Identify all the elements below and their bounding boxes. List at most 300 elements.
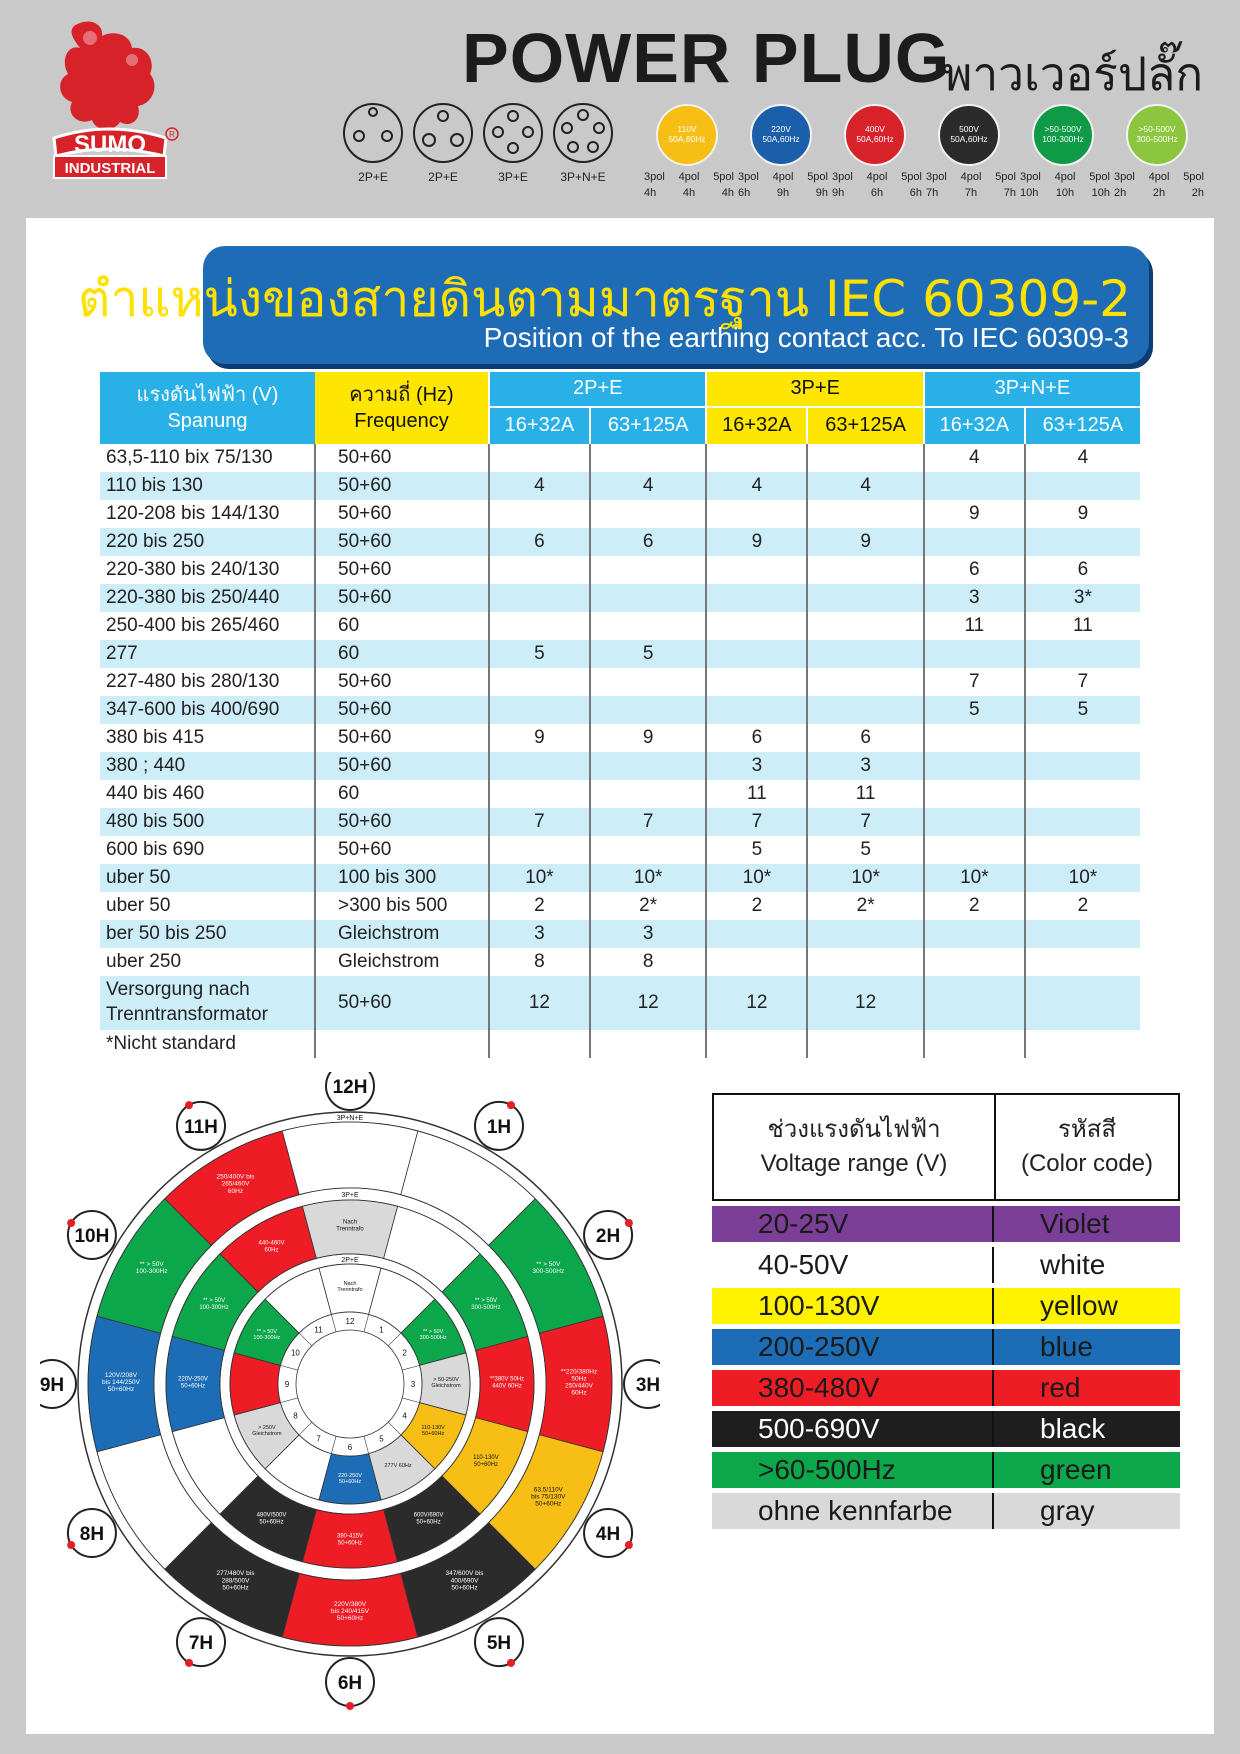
clock-position-cell (489, 780, 590, 808)
color-code-row (712, 1370, 1180, 1406)
table-row (100, 556, 1140, 584)
clock-position-cell: 12 (590, 976, 707, 1030)
socket-icon (552, 102, 614, 164)
clock-position-cell (489, 584, 590, 612)
frequency-cell: 50+60 (315, 528, 489, 556)
hour-marker (67, 1509, 116, 1557)
clock-segment-label: 277V 60Hz (384, 1463, 412, 1470)
voltage-cell: 380 bis 415 (106, 727, 205, 748)
clock-position-cell (924, 920, 1025, 948)
voltage-cell: 220-380 bis 240/130 (106, 559, 280, 580)
voltage-circle-50-500v-low: >50-500V 100-300Hz (1032, 104, 1094, 166)
clock-position-cell: 11 (924, 612, 1025, 640)
footnote: *Nicht standard (106, 1033, 236, 1054)
clock-segment-label: ** > 50V 100-300Hz (135, 1260, 168, 1276)
clock-inner-number: 3 (410, 1380, 416, 1389)
frequency-cell: 50+60 (315, 752, 489, 780)
clock-inner-number: 1 (379, 1325, 384, 1335)
clock-inner-number: 11 (314, 1325, 323, 1335)
clock-position-cell (706, 500, 807, 528)
header-sub: 63+125A (590, 407, 707, 444)
table-row (100, 472, 1140, 500)
table-row (100, 752, 1140, 780)
clock-position-cell (807, 920, 924, 948)
voltage-circle-220v: 220V 50A,60Hz (750, 104, 812, 166)
table-row (100, 500, 1140, 528)
frequency-cell: 50+60 (315, 668, 489, 696)
clock-position-cell: 7 (706, 808, 807, 836)
clock-position-cell (807, 640, 924, 668)
header-group-3pe: 3P+E (706, 372, 923, 407)
clock-position-cell (807, 584, 924, 612)
clock-position-cell: 2 (489, 892, 590, 920)
clock-position-cell (706, 444, 807, 472)
clock-segment-label: 220V-250V 50+60Hz (178, 1376, 208, 1390)
svg-text:INDUSTRIAL: INDUSTRIAL (64, 160, 156, 177)
clock-position-cell (807, 668, 924, 696)
clock-position-cell: 10* (1025, 864, 1140, 892)
frequency-cell: 50+60 (315, 472, 489, 500)
clock-position-cell: 3 (924, 584, 1025, 612)
earth-dot-icon (625, 1219, 633, 1227)
voltage-cell: 480 bis 500 (100, 808, 315, 836)
socket-3pne: 3P+N+E (552, 102, 614, 184)
clock-position-cell: 10* (924, 864, 1025, 892)
clock-position-cell (489, 444, 590, 472)
clock-position-cell (807, 444, 924, 472)
svg-text:R: R (169, 130, 175, 139)
clock-position-cell: 2 (924, 892, 1025, 920)
color-name: gray (1040, 1495, 1095, 1526)
hour-label: 6H (337, 1673, 363, 1694)
voltage-cell: 227-480 bis 280/130 (106, 671, 280, 692)
color-code-header (712, 1093, 1180, 1201)
clock-position-cell: 6 (1025, 556, 1140, 584)
clock-position-cell (590, 556, 707, 584)
clock-position-cell (807, 948, 924, 976)
clock-ring-label: 3P+N+E (336, 1115, 364, 1122)
color-name: blue (1040, 1331, 1093, 1362)
clock-position-cell (590, 612, 707, 640)
earth-dot-icon (67, 1541, 75, 1549)
voltage-cell: 380 ; 440 (100, 752, 315, 780)
earth-dot-icon (185, 1101, 193, 1109)
clock-inner-number: 4 (402, 1411, 407, 1421)
clock-position-cell: 12 (807, 976, 924, 1030)
clock-position-cell (1025, 836, 1140, 864)
color-code-heading: (Color code) (1020, 1150, 1154, 1177)
color-name: green (1040, 1454, 1112, 1485)
clock-position-cell: 10* (489, 864, 590, 892)
clock-segment-label: **380V 50Hz 440V 60Hz (489, 1376, 525, 1390)
clock-position-cell (489, 696, 590, 724)
clock-position-cell: 11 (706, 780, 807, 808)
clock-segment-label: 600V/690V 50+60Hz (413, 1512, 444, 1526)
clock-position-cell (590, 584, 707, 612)
voltage-range: >60-500Hz (712, 1452, 994, 1488)
clock-position-cell (924, 528, 1025, 556)
color-code-row (712, 1288, 1180, 1324)
clock-position-cell: 4 (924, 444, 1025, 472)
socket-2pe-a: 2P+E (342, 102, 404, 184)
clock-segment-label: 120V/208V bis 144/250V 50+60Hz (102, 1371, 140, 1394)
clock-segment-label: ** > 50V 300-500Hz (471, 1298, 501, 1311)
table-row (100, 612, 1140, 640)
socket-icon (412, 102, 474, 164)
clock-position-diagram (40, 1072, 660, 1712)
clock-position-cell (590, 668, 707, 696)
voltage-cell: 600 bis 690 (106, 839, 205, 860)
page-title: POWER PLUG (462, 19, 951, 97)
frequency-cell: 50+60 (315, 444, 489, 472)
hour-label: 1H (486, 1116, 512, 1138)
voltage-cell: 347-600 bis 400/690 (100, 696, 315, 724)
clock-position-cell (924, 836, 1025, 864)
clock-segment-label: > 250V Gleichstrom (252, 1424, 282, 1438)
clock-position-cell: 9 (706, 528, 807, 556)
clock-position-cell: 3* (1025, 584, 1140, 612)
hour-label: 11H (184, 1116, 218, 1138)
clock-position-cell (590, 444, 707, 472)
socket-3pe: 3P+E (482, 102, 544, 184)
voltage-range: 20-25V (712, 1206, 994, 1242)
banner-title-thai: ตำแหน่งของสายดินตามมาตรฐาน IEC 60309-2 (77, 270, 1131, 328)
table-body (100, 444, 1140, 1058)
clock-position-cell: 7 (1025, 668, 1140, 696)
clock-segment-label: ** > 50V 100-300Hz (199, 1298, 229, 1311)
earth-dot-icon (346, 1702, 354, 1710)
color-name: white (1040, 1249, 1106, 1280)
frequency-cell: 100 bis 300 (315, 864, 489, 892)
voltage-cell: 63,5-110 bix 75/130 (106, 447, 273, 468)
clock-position-cell (1025, 920, 1140, 948)
hour-label: 3H (635, 1375, 660, 1396)
clock-position-cell: 2* (590, 892, 707, 920)
color-code-row (712, 1452, 1180, 1488)
table-row (100, 892, 1140, 920)
clock-inner-number: 8 (293, 1411, 298, 1421)
clock-position-cell: 10* (706, 864, 807, 892)
color-code-row (712, 1247, 1180, 1283)
clock-position-cell: 3 (590, 920, 707, 948)
header-frequency: ความถี่ (Hz) Frequency (315, 372, 489, 444)
clock-position-cell (489, 836, 590, 864)
voltage-range: 40-50V (712, 1247, 994, 1283)
clock-position-cell (489, 668, 590, 696)
pol-hours-220v: 3pol 4pol 5pol 6h 9h 9h (738, 171, 828, 199)
table-row (100, 780, 1140, 808)
clock-position-cell (1025, 528, 1140, 556)
clock-position-cell (706, 556, 807, 584)
header (0, 0, 1240, 216)
color-code-row (712, 1493, 1180, 1529)
clock-position-cell (924, 808, 1025, 836)
banner-title-english: Position of the earthing contact acc. To IEC 60309-3 (483, 322, 1129, 353)
table-row (100, 528, 1140, 556)
clock-position-cell: 5 (1025, 696, 1140, 724)
earth-dot-icon (507, 1659, 515, 1667)
voltage-circle-500v: 500V 50A,60Hz (938, 104, 1000, 166)
clock-position-cell: 9 (924, 500, 1025, 528)
clock-inner-number: 10 (290, 1348, 300, 1358)
voltage-cell: 220 bis 250 (100, 528, 315, 556)
clock-position-cell (489, 612, 590, 640)
clock-position-cell (706, 612, 807, 640)
clock-position-cell: 10* (590, 864, 707, 892)
hour-label: 10H (74, 1226, 110, 1247)
clock-position-cell: 6 (489, 528, 590, 556)
clock-segment-label: 110-130V 50+60Hz (473, 1455, 499, 1468)
clock-position-cell: 4 (590, 472, 707, 500)
clock-position-cell: 6 (706, 724, 807, 752)
clock-position-cell: 11 (1025, 612, 1140, 640)
frequency-cell: 50+60 (315, 724, 489, 752)
hour-marker (584, 1211, 633, 1259)
hour-label: 4H (595, 1524, 621, 1545)
hour-marker (475, 1618, 523, 1667)
hour-label: 2H (595, 1226, 621, 1247)
clock-segment-label: 380-415V 50+60Hz (336, 1533, 364, 1547)
voltage-cell: uber 50 (106, 895, 171, 916)
header-sub: 16+32A (489, 407, 590, 444)
table-row (100, 724, 1140, 752)
clock-segment-label: ** > 50V 300-500Hz (419, 1328, 447, 1342)
clock-segment-label: 250/400V bis 265/460V 60Hz (216, 1173, 255, 1195)
clock-position-cell (706, 584, 807, 612)
earth-dot-icon (507, 1101, 515, 1109)
frequency-cell: 50+60 (315, 500, 489, 528)
voltage-cell: uber 250 (106, 951, 182, 972)
header-sub: 16+32A (924, 407, 1025, 444)
clock-segment-label: 440-460V 60Hz (258, 1240, 285, 1254)
clock-position-cell: 4 (1025, 444, 1140, 472)
header-sub: 16+32A (706, 407, 807, 444)
clock-position-cell (706, 948, 807, 976)
frequency-cell: 60 (315, 780, 489, 808)
clock-segment-label: > 50-250V Gleichstrom (431, 1376, 461, 1390)
hour-marker (40, 1360, 76, 1408)
title-banner (77, 246, 1149, 364)
pol-hours-50-500v-low: 3pol 4pol 5pol 10h 10h 10h (1020, 171, 1110, 199)
earth-dot-icon (625, 1541, 633, 1549)
clock-position-cell (924, 472, 1025, 500)
clock-segment-label: 110-130V 50+60Hz (421, 1424, 445, 1438)
header-sub: 63+125A (1025, 407, 1140, 444)
table-row (100, 836, 1140, 864)
clock-segment-label: Nach Trenntrafo (337, 1280, 363, 1294)
clock-position-cell: 9 (1025, 500, 1140, 528)
color-code-heading-thai: รหัสสี (1057, 1116, 1116, 1144)
clock-position-cell (590, 836, 707, 864)
clock-position-cell: 9 (807, 528, 924, 556)
footnote-row (100, 1030, 1140, 1058)
clock-inner-number: 12 (345, 1317, 355, 1326)
clock-position-cell (1025, 948, 1140, 976)
voltage-cell: 220-380 bis 250/440 (100, 584, 315, 612)
header-voltage: แรงดันไฟฟ้า (V) Spanung (100, 372, 315, 444)
clock-position-cell (1025, 724, 1140, 752)
hour-marker (326, 1072, 374, 1110)
voltage-range-heading-thai: ช่วงแรงดันไฟฟ้า (767, 1116, 941, 1144)
voltage-cell: 250-400 bis 265/460 (106, 615, 280, 636)
clock-ring-label: 3P+E (341, 1192, 359, 1199)
clock-position-cell (590, 752, 707, 780)
clock-position-cell: 3 (489, 920, 590, 948)
clock-position-cell: 2 (706, 892, 807, 920)
clock-position-cell: 5 (489, 640, 590, 668)
voltage-circle-110v: 110V 50A,60Hz (656, 104, 718, 166)
clock-position-cell: 3 (807, 752, 924, 780)
table-row (100, 584, 1140, 612)
frequency-cell: 60 (315, 640, 489, 668)
frequency-cell: 50+60 (315, 584, 489, 612)
clock-position-cell: 7 (590, 808, 707, 836)
sumo-logo (34, 16, 184, 186)
frequency-cell: 50+60 (315, 556, 489, 584)
clock-inner-number: 7 (316, 1434, 321, 1444)
hour-marker (624, 1360, 660, 1408)
clock-position-cell (489, 752, 590, 780)
clock-position-cell (807, 696, 924, 724)
clock-position-cell: 4 (489, 472, 590, 500)
clock-segment (282, 1122, 418, 1195)
hour-marker (177, 1618, 225, 1667)
clock-position-cell: 2* (807, 892, 924, 920)
clock-position-cell (706, 668, 807, 696)
frequency-cell: 50+60 (315, 696, 489, 724)
table-row (100, 668, 1140, 696)
clock-position-cell: 6 (590, 528, 707, 556)
page-title-thai: พาวเวอร์ปลั๊ก (942, 47, 1204, 101)
clock-position-cell (1025, 472, 1140, 500)
clock-position-cell: 5 (807, 836, 924, 864)
clock-svg (40, 1072, 660, 1712)
table-row (100, 976, 1140, 1030)
clock-position-cell (489, 500, 590, 528)
color-name: Violet (1040, 1208, 1110, 1239)
clock-position-cell: 8 (489, 948, 590, 976)
frequency-cell: Gleichstrom (315, 948, 489, 976)
frequency-cell: >300 bis 500 (315, 892, 489, 920)
clock-position-cell (706, 640, 807, 668)
pol-hours-500v: 3pol 4pol 5pol 7h 7h 7h (926, 171, 1016, 199)
table-row (100, 808, 1140, 836)
svg-text:SUMO: SUMO (74, 131, 146, 158)
hour-label: 9H (40, 1375, 65, 1396)
clock-position-cell: 7 (807, 808, 924, 836)
hour-marker (177, 1101, 225, 1150)
clock-position-cell (807, 500, 924, 528)
clock-segment-label: 277/480V bis 288/500V 50+60Hz (216, 1570, 255, 1592)
color-code-row (712, 1411, 1180, 1447)
clock-segment-label: ** > 50V 300-500Hz (532, 1260, 565, 1276)
voltage-range-heading: Voltage range (V) (760, 1150, 948, 1177)
clock-position-cell (590, 696, 707, 724)
voltage-range: 100-130V (712, 1288, 994, 1324)
clock-segment-label: ** > 50V 100-300Hz (253, 1328, 281, 1342)
voltage-cell: 110 bis 130 (100, 472, 315, 500)
clock-position-cell: 5 (590, 640, 707, 668)
clock-position-cell (1025, 780, 1140, 808)
clock-position-cell (807, 556, 924, 584)
clock-position-cell (706, 920, 807, 948)
clock-position-cell: 12 (489, 976, 590, 1030)
table-row (100, 640, 1140, 668)
hour-label: 7H (188, 1633, 214, 1655)
hour-marker (326, 1658, 374, 1710)
hour-marker (67, 1211, 116, 1259)
voltage-circle-50-500v-high: >50-500V 300-500Hz (1126, 104, 1188, 166)
table-row (100, 696, 1140, 724)
hour-marker (475, 1101, 523, 1150)
voltage-cell: 120-208 bis 144/130 (106, 503, 280, 524)
clock-position-cell: 7 (489, 808, 590, 836)
clock-ring-label: 2P+E (341, 1257, 359, 1264)
clock-position-cell (1025, 976, 1140, 1030)
color-code-row (712, 1206, 1180, 1242)
pol-hours-110v: 3pol 4pol 5pol 4h 4h 4h (644, 171, 734, 199)
color-code-rows (712, 1206, 1180, 1529)
clock-position-cell: 5 (706, 836, 807, 864)
clock-segment-label: Nach Trenntrafo (336, 1219, 364, 1233)
clock-position-cell: 4 (706, 472, 807, 500)
color-code-row (712, 1329, 1180, 1365)
clock-position-cell: 2 (1025, 892, 1140, 920)
header-sub: 63+125A (807, 407, 924, 444)
clock-position-cell (924, 752, 1025, 780)
voltage-circle-400v: 400V 50A,60Hz (844, 104, 906, 166)
clock-segment-label: 220-250V 50+60Hz (338, 1472, 362, 1486)
hour-label: 8H (79, 1524, 105, 1545)
pol-hours-50-500v-high: 3pol 4pol 5pol 2h 2h 2h (1114, 171, 1204, 199)
clock-position-cell (1025, 640, 1140, 668)
hour-marker (584, 1509, 633, 1557)
table-row (100, 864, 1140, 892)
voltage-cell: uber 50 (100, 864, 315, 892)
hour-label: 5H (486, 1633, 512, 1655)
clock-position-cell: 5 (924, 696, 1025, 724)
color-code-table (712, 1093, 1180, 1529)
clock-segment-label: 220V/380V bis 240/415V 50+60Hz (331, 1600, 369, 1623)
frequency-cell: 60 (315, 612, 489, 640)
clock-position-cell (1025, 808, 1140, 836)
color-name: yellow (1040, 1290, 1118, 1321)
voltage-range: ohne kennfarbe (712, 1493, 994, 1529)
clock-segment-label: 480V/500V 50+60Hz (256, 1512, 287, 1526)
voltage-cell: Versorgung nach Trenntransformator (100, 976, 315, 1030)
voltage-cell: 277 (100, 640, 315, 668)
socket-2pe-b: 2P+E (412, 102, 474, 184)
clock-inner-number: 6 (347, 1443, 353, 1452)
voltage-range: 500-690V (712, 1411, 994, 1447)
clock-position-cell: 6 (807, 724, 924, 752)
clock-position-cell: 12 (706, 976, 807, 1030)
socket-icon (342, 102, 404, 164)
clock-position-cell (706, 696, 807, 724)
clock-position-cell: 7 (924, 668, 1025, 696)
frequency-cell: 50+60 (315, 808, 489, 836)
clock-inner-number: 5 (379, 1434, 384, 1444)
clock-position-cell (1025, 752, 1140, 780)
clock-position-cell: 10* (807, 864, 924, 892)
clock-position-cell (590, 780, 707, 808)
clock-inner-number: 9 (284, 1380, 290, 1389)
clock-position-cell: 6 (924, 556, 1025, 584)
voltage-cell: ber 50 bis 250 (100, 920, 315, 948)
voltage-range: 200-250V (712, 1329, 994, 1365)
clock-segment-label: 63,5/110V bis 75/130V 50+60Hz (531, 1486, 566, 1508)
clock-position-cell (489, 556, 590, 584)
